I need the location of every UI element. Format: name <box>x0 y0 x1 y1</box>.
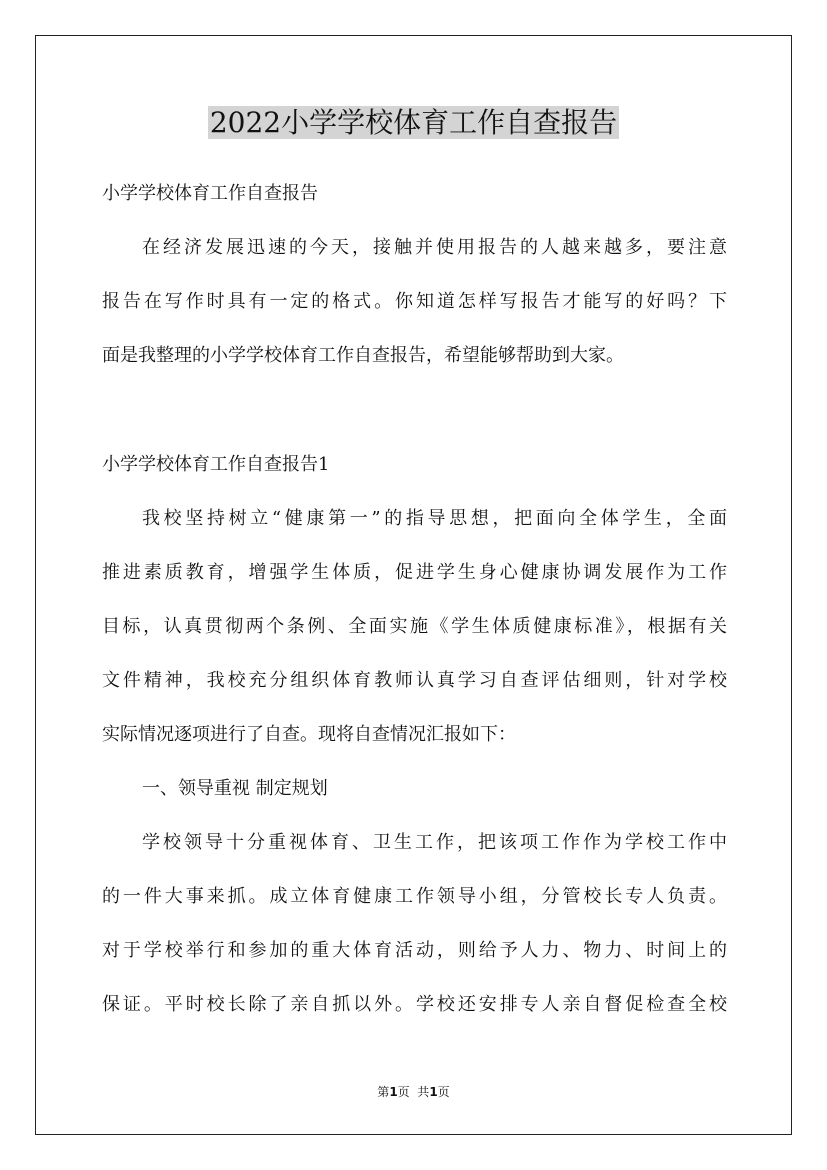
intro-line: 在经济发展迅速的今天，接触并使用报告的人越来越多，要注意 <box>142 237 727 258</box>
document-title-text: 2022小学学校体育工作自查报告 <box>209 106 618 139</box>
page-footer <box>0 1084 827 1100</box>
paragraph-line: 学校领导十分重视体育、卫生工作，把该项工作作为学校工作中 <box>142 832 727 853</box>
section-heading: 小学学校体育工作自查报告1 <box>102 454 330 475</box>
footer-mid: 页 共 <box>397 1085 430 1099</box>
intro-line: 面是我整理的小学学校体育工作自查报告，希望能够帮助到大家。 <box>102 345 624 366</box>
footer-page-number: 1 <box>389 1085 398 1099</box>
footer-suffix: 页 <box>437 1085 450 1099</box>
paragraph-line: 推进素质教育，增强学生体质，促进学生身心健康协调发展作为工作 <box>102 562 727 583</box>
document-subtitle: 小学学校体育工作自查报告 <box>102 183 318 204</box>
paragraph-line: 的一件大事来抓。成立体育健康工作领导小组，分管校长专人负责。 <box>102 886 727 907</box>
subheading: 一、领导重视 制定规划 <box>142 778 328 799</box>
intro-line: 报告在写作时具有一定的格式。你知道怎样写报告才能写的好吗？下 <box>102 291 727 312</box>
footer-total-pages: 1 <box>429 1085 438 1099</box>
paragraph-line: 目标，认真贯彻两个条例、全面实施《学生体质健康标准》，根据有关 <box>102 616 727 637</box>
paragraph-line: 对于学校举行和参加的重大体育活动，则给予人力、物力、时间上的 <box>102 940 727 961</box>
document-title <box>0 103 827 143</box>
paragraph-line: 实际情况逐项进行了自查。现将自查情况汇报如下： <box>102 724 516 745</box>
paragraph-line: 保证。平时校长除了亲自抓以外。学校还安排专人亲自督促检查全校 <box>102 994 727 1015</box>
paragraph-line: 我校坚持树立“健康第一”的指导思想，把面向全体学生，全面 <box>142 508 727 529</box>
footer-prefix: 第 <box>377 1085 390 1099</box>
paragraph-line: 文件精神，我校充分组织体育教师认真学习自查评估细则，针对学校 <box>102 670 727 691</box>
